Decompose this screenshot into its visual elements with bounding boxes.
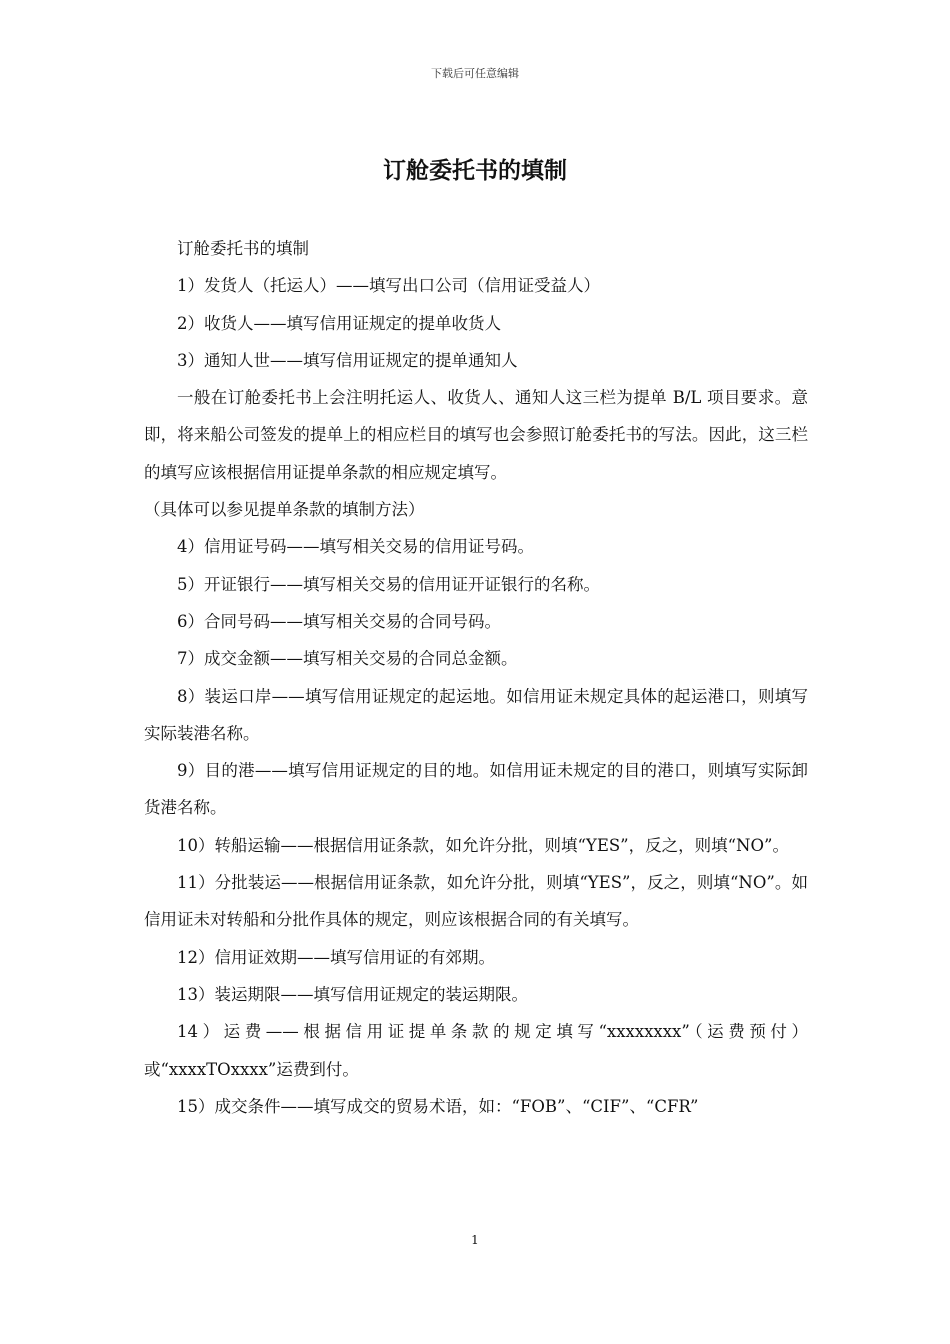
paragraph: 15）成交条件——填写成交的贸易术语，如：“FOB”、“CIF”、“CFR” (177, 1096, 699, 1116)
paragraph: 订舱委托书的填制 (177, 239, 309, 258)
page-number: 1 (471, 1233, 479, 1247)
page-header: 下载后可任意编辑 (431, 67, 519, 80)
paragraph: 10）转船运输——根据信用证条款，如允许分批，则填“YES”，反之，则填“NO”。 (177, 835, 789, 855)
paragraph: 3）通知人世——填写信用证规定的提单通知人 (177, 350, 518, 370)
document-title: 订舱委托书的填制 (383, 158, 567, 184)
paragraph: 13）装运期限——填写信用证规定的装运期限。 (177, 984, 528, 1004)
paragraph: 7）成交金额——填写相关交易的合同总金额。 (177, 649, 518, 669)
paragraph: 14）运费——根据信用证提单条款的规定填写“xxxxxxxx”（运费预付）或“xxxxTOxxxx”运费到付。 (144, 1022, 808, 1079)
paragraph: 12）信用证效期——填写信用证的有郊期。 (177, 947, 495, 967)
paragraph: 8）装运口岸——填写信用证规定的起运地。如信用证未规定具体的起运港口，则填写实际装港名称。 (144, 686, 808, 743)
paragraph: 6）合同号码——填写相关交易的合同号码。 (177, 611, 501, 631)
document-body (144, 230, 808, 1125)
paragraph: 1）发货人（托运人）——填写出口公司（信用证受益人） (177, 276, 600, 296)
paragraph: （具体可以参见提单条款的填制方法） (144, 500, 425, 520)
paragraph: 9）目的港——填写信用证规定的目的地。如信用证未规定的目的港口，则填写实际卸货港名称。 (144, 761, 808, 818)
paragraph: 5）开证银行——填写相关交易的信用证开证银行的名称。 (177, 574, 600, 594)
paragraph: 11）分批装运——根据信用证条款，如允许分批，则填“YES”，反之，则填“NO”。如信用证未对转船和分批作具体的规定，则应该根据合同的有关填写。 (144, 873, 808, 930)
paragraph: 2）收货人——填写信用证规定的提单收货人 (177, 313, 501, 333)
paragraph: 4）信用证号码——填写相关交易的信用证号码。 (177, 537, 534, 557)
paragraph: 一般在订舱委托书上会注明托运人、收货人、通知人这三栏为提单 B/L 项目要求。意即，将来船公司签发的提单上的相应栏目的填写也会参照订舱委托书的写法。因此，这三栏的填写应该根据信用证提单条款的相应规定填写。 (144, 388, 808, 482)
